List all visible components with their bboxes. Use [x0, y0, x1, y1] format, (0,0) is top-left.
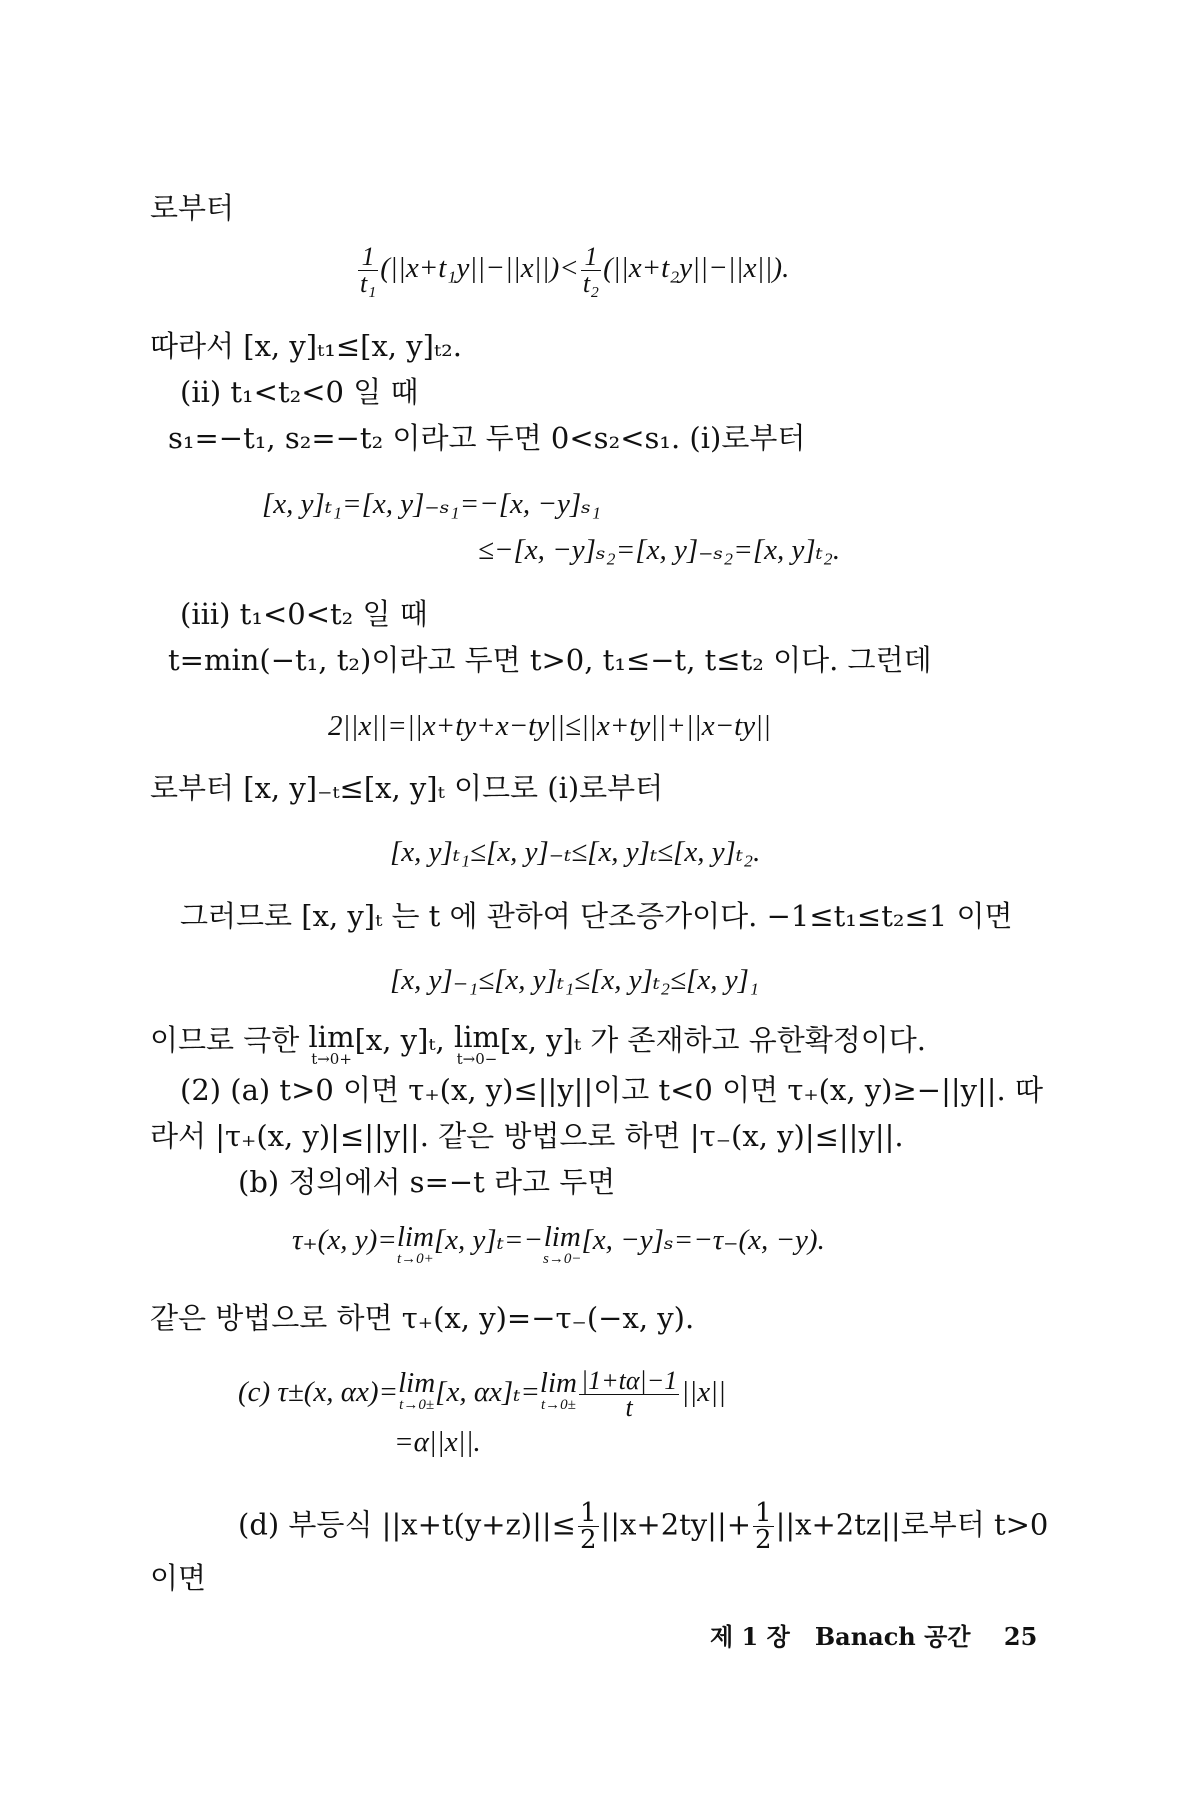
limit-symbol: lim	[398, 1367, 436, 1399]
limit-symbol: lim	[543, 1221, 581, 1253]
limit-operator	[309, 1022, 355, 1066]
fraction	[578, 1500, 599, 1553]
limit-symbol: lim	[539, 1367, 577, 1399]
text-line-3: (ii) t₁<t₂<0 일 때	[180, 375, 419, 409]
fraction	[581, 244, 601, 297]
text-segment: [x, y]ₜ,	[354, 1023, 454, 1057]
formula-1	[356, 244, 789, 297]
formula-6: ≤−[x, −y]ₛ₂=[x, y]₋ₛ₂=[x, y]ₜ₂.	[478, 534, 841, 566]
fraction-numerator: |1+tα|−1	[580, 1366, 678, 1395]
limit-operator	[540, 1368, 577, 1412]
limit-subscript: t→0+	[396, 1251, 434, 1267]
text-segment: τ₊(x, y)=	[292, 1224, 397, 1256]
text-line-8: t=min(−t₁, t₂)이라고 두면 t>0, t₁≤−t, t≤t₂ 이다. 그런데	[168, 643, 932, 677]
text-segment: (d) 부등식 ||x+t(y+z)||≤	[238, 1507, 576, 1542]
limit-subscript: t→0±	[399, 1397, 435, 1413]
text-line-7: (iii) t₁<0<t₂ 일 때	[180, 597, 428, 631]
fraction-denominator: 2	[579, 1525, 597, 1555]
fraction	[579, 1368, 679, 1421]
text-line-4: s₁=−t₁, s₂=−t₂ 이라고 두면 0<s₂<s₁. (i)로부터	[168, 421, 806, 455]
limit-operator	[454, 1022, 500, 1066]
text-segment: (||x+t₂y||−||x||).	[603, 252, 790, 285]
text-segment: ||x+2ty||+	[600, 1507, 752, 1542]
text-segment: ||x+2tz||로부터 t>0	[775, 1507, 1049, 1542]
fraction-numerator: 1	[579, 1498, 597, 1528]
text-segment: (||x+t₁y||−||x||)<	[380, 252, 579, 285]
fraction-denominator: t₂	[582, 269, 600, 298]
limit-subscript: t→0±	[541, 1397, 576, 1413]
text-segment: [x, −y]ₛ=−τ₋(x, −y).	[581, 1224, 825, 1256]
text-segment: ||x||	[681, 1376, 727, 1409]
page-number: 25	[1003, 1622, 1038, 1651]
limit-subscript: s→0−	[543, 1251, 582, 1267]
formula-20	[238, 1368, 726, 1421]
fraction-numerator: 1	[755, 1498, 772, 1528]
limit-subscript: t→0+	[311, 1050, 352, 1068]
fraction-numerator: 1	[581, 244, 601, 271]
fraction-denominator: 2	[755, 1525, 772, 1555]
fraction-denominator: t₁	[360, 269, 377, 298]
limit-symbol: lim	[453, 1020, 501, 1054]
formula-13: [x, y]₋₁≤[x, y]ₜ₁≤[x, y]ₜ₂≤[x, y]₁	[390, 964, 759, 996]
text-segment: [x, αx]ₜ=	[435, 1376, 540, 1409]
text-segment: [x, y]ₜ=−	[433, 1224, 543, 1256]
fraction	[753, 1500, 774, 1553]
formula-21: =α||x||.	[394, 1426, 481, 1458]
limit-operator	[397, 1222, 434, 1266]
text-line-14	[150, 1022, 926, 1066]
chapter-label: 제 1 장	[710, 1622, 790, 1651]
text-segment: (c) τ±(x, αx)=	[238, 1376, 399, 1409]
text-line-0: 로부터	[150, 191, 235, 225]
limit-operator	[398, 1368, 435, 1412]
limit-operator	[543, 1222, 581, 1266]
limit-symbol: lim	[308, 1020, 355, 1054]
text-line-23: 이면	[150, 1561, 207, 1595]
text-line-15: (2) (a) t>0 이면 τ₊(x, y)≤||y||이고 t<0 이면 τ₊(x, y)≥−||y||. 따	[180, 1073, 1043, 1107]
text-segment: 이므로 극한	[150, 1023, 309, 1057]
fraction-denominator: t	[625, 1393, 633, 1422]
limit-subscript: t→0−	[456, 1050, 498, 1068]
page-footer	[710, 1622, 1038, 1652]
text-line-19: 같은 방법으로 하면 τ₊(x, y)=−τ₋(−x, y).	[150, 1301, 695, 1335]
text-line-2: 따라서 [x, y]ₜ₁≤[x, y]ₜ₂.	[150, 329, 462, 363]
text-line-12: 그러므로 [x, y]ₜ 는 t 에 관하여 단조증가이다. −1≤t₁≤t₂≤1 이면	[180, 899, 1013, 933]
text-line-17: (b) 정의에서 s=−t 라고 두면	[238, 1165, 616, 1199]
text-line-16: 라서 |τ₊(x, y)|≤||y||. 같은 방법으로 하면 |τ₋(x, y)|≤||y||.	[150, 1119, 904, 1153]
chapter-title: Banach 공간	[814, 1622, 971, 1651]
formula-18	[292, 1222, 825, 1266]
text-line-10: 로부터 [x, y]₋ₜ≤[x, y]ₜ 이므로 (i)로부터	[150, 771, 664, 805]
formula-5: [x, y]ₜ₁=[x, y]₋ₛ₁=−[x, −y]ₛ₁	[262, 488, 601, 520]
text-segment: [x, y]ₜ 가 존재하고 유한확정이다.	[500, 1023, 927, 1057]
fraction	[358, 244, 378, 297]
limit-symbol: lim	[396, 1221, 434, 1253]
text-line-22	[238, 1500, 1048, 1553]
fraction-numerator: 1	[358, 244, 378, 271]
formula-9: 2||x||=||x+ty+x−ty||≤||x+ty||+||x−ty||	[328, 710, 772, 742]
formula-11: [x, y]ₜ₁≤[x, y]₋ₜ≤[x, y]ₜ≤[x, y]ₜ₂.	[390, 836, 761, 868]
